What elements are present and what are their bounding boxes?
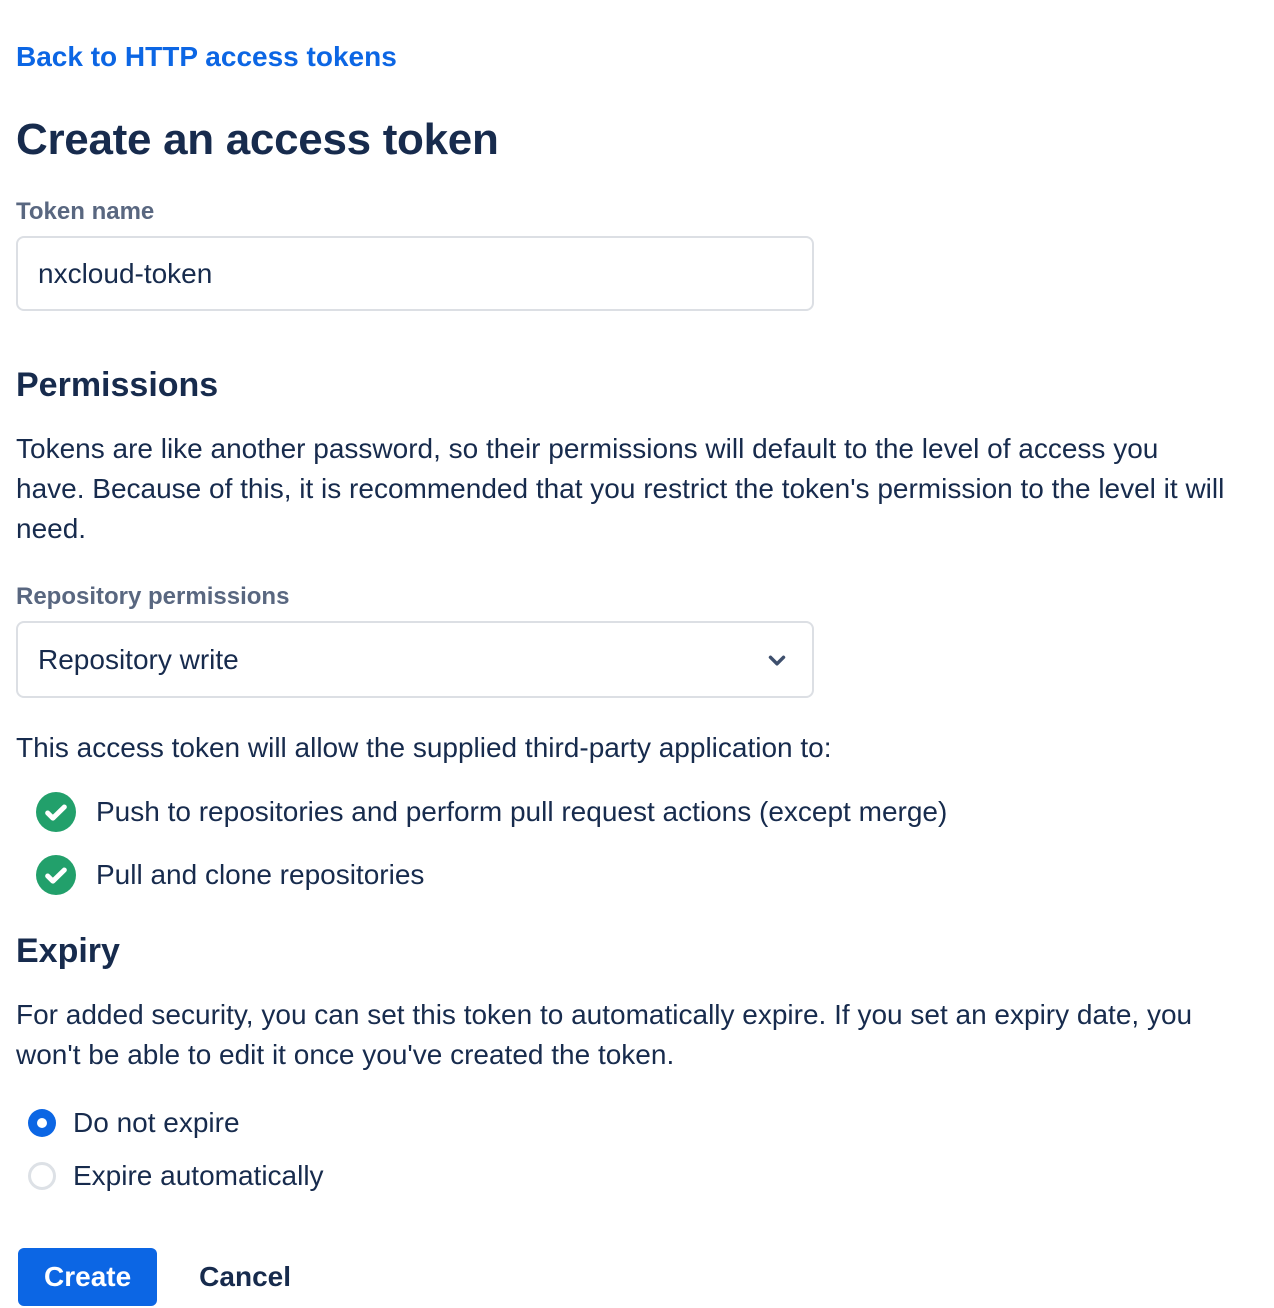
check-circle-icon bbox=[36, 855, 76, 895]
list-item bbox=[36, 792, 1258, 832]
radio-option-label: Expire automatically bbox=[73, 1160, 324, 1191]
repository-permissions-label: Repository permissions bbox=[16, 583, 290, 610]
allow-intro-text: This access token will allow the supplied third-party application to: bbox=[16, 732, 832, 763]
radio-unselected-icon[interactable] bbox=[28, 1162, 56, 1190]
token-name-input[interactable] bbox=[16, 236, 814, 311]
cancel-button[interactable]: Cancel bbox=[199, 1261, 291, 1292]
radio-option-expire-automatically[interactable] bbox=[28, 1160, 1258, 1192]
permissions-description: Tokens are like another password, so their permissions will default to the level of access you have. Because of this, it is recommended that you restrict the token's permission to the level it will need. bbox=[16, 433, 1225, 544]
expiry-description: For added security, you can set this token to automatically expire. If you set an expiry date, you won't be able to edit it once you've created the token. bbox=[16, 999, 1193, 1070]
radio-option-label: Do not expire bbox=[73, 1107, 240, 1138]
create-button[interactable]: Create bbox=[18, 1248, 157, 1306]
page-title: Create an access token bbox=[16, 115, 499, 164]
list-item bbox=[36, 855, 1258, 895]
permissions-heading: Permissions bbox=[16, 366, 219, 404]
repository-permissions-select[interactable] bbox=[16, 621, 814, 698]
allowed-actions-list bbox=[16, 792, 1258, 895]
radio-selected-icon[interactable] bbox=[28, 1109, 56, 1137]
radio-option-do-not-expire[interactable] bbox=[28, 1107, 1258, 1139]
chevron-down-icon bbox=[764, 647, 790, 673]
form-actions bbox=[16, 1248, 1258, 1306]
expiry-options-group bbox=[16, 1107, 1258, 1192]
allowed-action-text: Pull and clone repositories bbox=[96, 859, 425, 890]
expiry-heading: Expiry bbox=[16, 932, 120, 970]
check-circle-icon bbox=[36, 792, 76, 832]
allowed-action-text: Push to repositories and perform pull request actions (except merge) bbox=[96, 796, 948, 827]
repository-permissions-selected-value: Repository write bbox=[38, 643, 239, 675]
back-to-http-access-tokens-link[interactable]: Back to HTTP access tokens bbox=[16, 41, 397, 72]
token-name-label: Token name bbox=[16, 198, 155, 225]
